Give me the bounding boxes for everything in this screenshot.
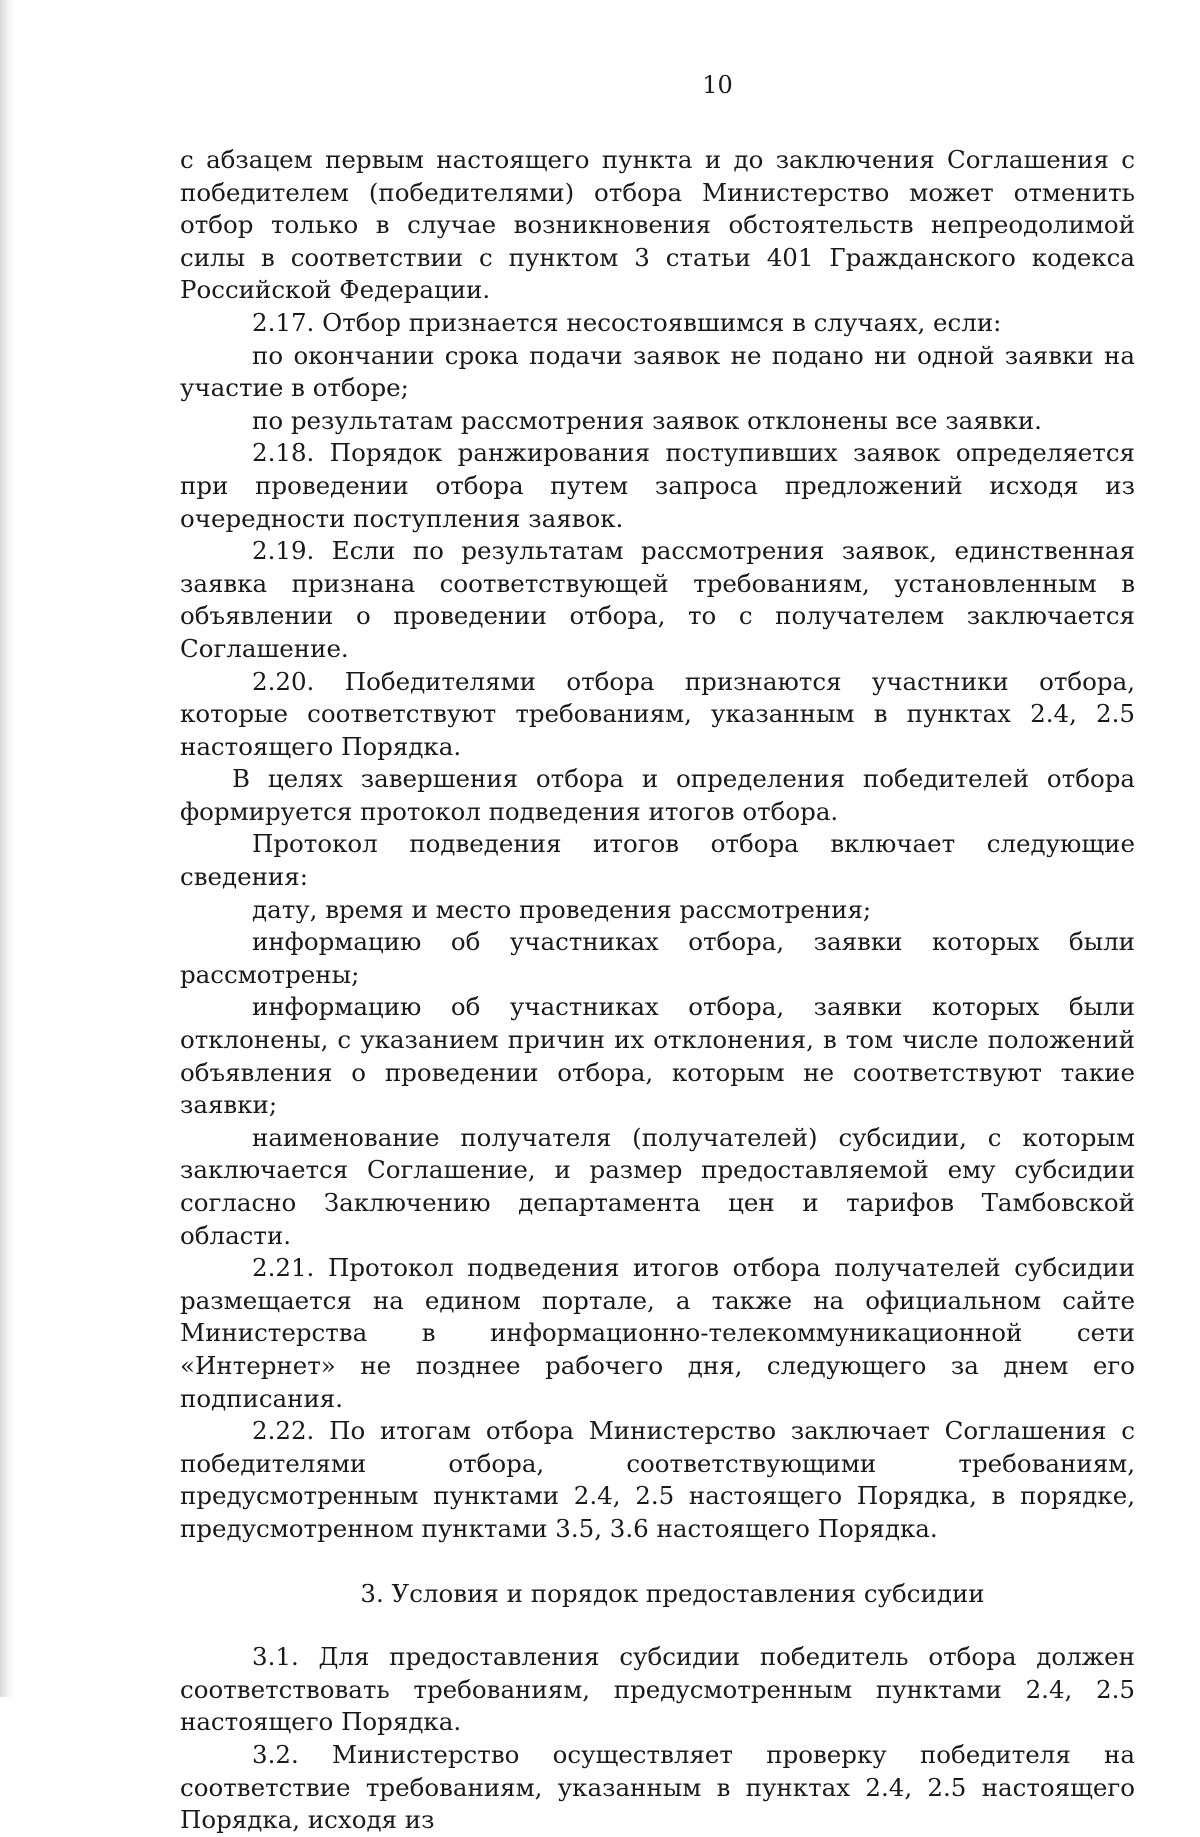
paragraph-2-20-f: наименование получателя (получателей) субсидии, с которым заключается Соглашение, и размер предоставляемой ему субсидии согласно Заключению департамента цен и тарифов Тамбовской области. <box>180 1122 1135 1250</box>
paragraph-2-19: 2.19. Если по результатам рассмотрения заявок, единственная заявка признана соответствующей требованиям, установленным в объявлении о проведении отбора, то с получателем заключается Соглашение. <box>180 536 1135 663</box>
paragraph-2-20-d: информацию об участниках отбора, заявки которых были рассмотрены; <box>180 927 1135 989</box>
document-page <box>180 70 1135 1837</box>
paragraph-2-20-b: Протокол подведения итогов отбора включает следующие сведения: <box>180 829 1135 892</box>
paragraph-cont: с абзацем первым настоящего пункта и до заключения Соглашения с победителем (победителями) отбора Министерство может отменить отбор только в случае возникновения обстоятельств непреодолимой силы в соответствии с пунктом 3 статьи 401 Гражданского кодекса Российской Федерации. <box>180 145 1135 305</box>
paragraph-2-17: 2.17. Отбор признается несостоявшимся в случаях, если: <box>252 307 1002 337</box>
paragraph-2-20: 2.20. Победителями отбора признаются участники отбора, которые соответствуют требованиям, указанным в пунктах 2.4, 2.5 настоящего Порядка. <box>180 666 1135 761</box>
page-number: 10 <box>702 71 733 99</box>
paragraph-2-18: 2.18. Порядок ранжирования поступивших заявок определяется при проведении отбора путем запроса предложений исходя из очередности поступления заявок. <box>180 438 1135 533</box>
paragraphs-after-heading <box>180 1641 1135 1837</box>
paragraph-2-22: 2.22. По итогам отбора Министерство заключает Соглашения с победителями отбора, соответствующими требованиям, предусмотренным пунктами 2.4, 2.5 настоящего Порядка, в порядке, предусмотренном пунктами 3.5, 3.6 настоящего Порядка. <box>180 1416 1135 1543</box>
paragraph-2-21: 2.21. Протокол подведения итогов отбора получателей субсидии размещается на едином портале, а также на официальном сайте Министерства в информационно-телекоммуникационной сети «Интернет» не позднее рабочего дня, следующего за днем его подписания. <box>180 1253 1135 1413</box>
paragraphs-before-heading <box>180 144 1135 1546</box>
section-heading: 3. Условия и порядок предоставления субсидии <box>360 1578 985 1608</box>
paragraph-2-17-a: по окончании срока подачи заявок не подано ни одной заявки на участие в отборе; <box>180 340 1135 403</box>
paragraph-2-20-a: В целях завершения отбора и определения победителей отбора формируется протокол подведения итогов отбора. <box>180 764 1135 826</box>
paragraph-2-20-c: дату, время и место проведения рассмотрения; <box>252 894 872 924</box>
scan-edge-shadow <box>0 0 14 1697</box>
paragraph-2-20-e: информацию об участниках отбора, заявки которых были отклонены, с указанием причин их отклонения, в том числе положений объявления о проведении отбора, которым не соответствуют такие заявки; <box>180 992 1135 1120</box>
paragraph-3-1: 3.1. Для предоставления субсидии победитель отбора должен соответствовать требованиям, предусмотренным пунктами 2.4, 2.5 настоящего Порядка. <box>180 1642 1135 1737</box>
paragraph-2-17-b: по результатам рассмотрения заявок отклонены все заявки. <box>252 405 1042 435</box>
paragraph-3-2: 3.2. Министерство осуществляет проверку победителя на соответствие требованиям, указанным в пунктах 2.4, 2.5 настоящего Порядка, исходя из <box>180 1739 1135 1835</box>
